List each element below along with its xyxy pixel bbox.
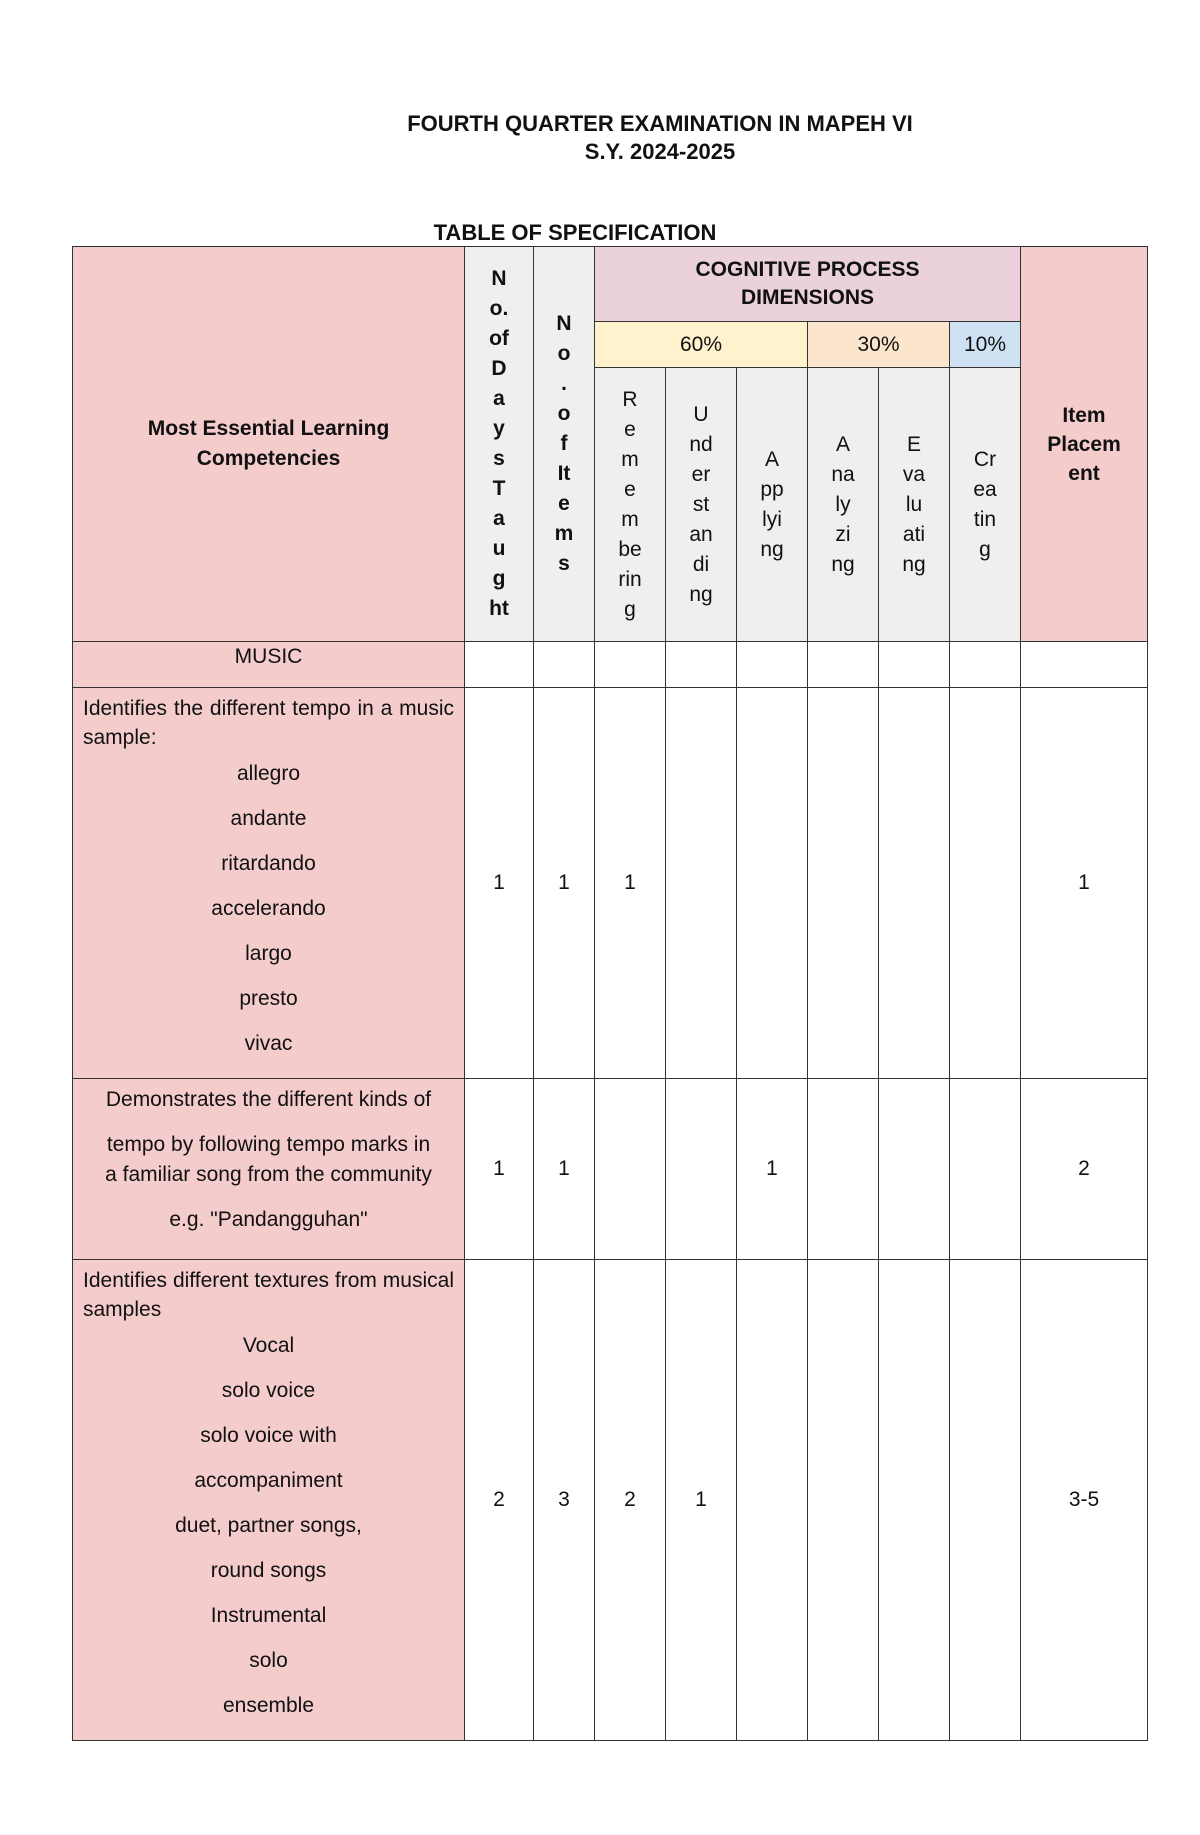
creating-cell	[950, 1079, 1021, 1260]
header-text-line: lyi	[762, 507, 782, 531]
understanding-cell: 1	[666, 1260, 737, 1741]
header-text-line: N	[556, 312, 572, 335]
header-text-line: y	[493, 417, 505, 440]
applying-cell	[737, 1260, 808, 1741]
analyzing-cell	[808, 1079, 879, 1260]
header-text-line: U	[693, 402, 709, 426]
creating-cell	[950, 1260, 1021, 1741]
list-item: round songs	[210, 1559, 327, 1582]
header-analyzing	[808, 368, 879, 642]
placement-cell: 2	[1021, 1079, 1148, 1260]
competency-cell	[73, 1079, 465, 1260]
header-text-line: lu	[905, 492, 923, 516]
items-cell: 1	[534, 688, 595, 1079]
header-text-line: ng	[760, 537, 784, 561]
remembering-cell: 1	[595, 688, 666, 1079]
header-text-line: pp	[760, 477, 784, 501]
section-music: MUSIC	[73, 642, 465, 688]
list-item: ensemble	[222, 1694, 315, 1717]
header-text-line: di	[692, 552, 710, 576]
header-creating	[950, 368, 1021, 642]
header-text-line: tin	[973, 507, 997, 531]
header-text-line: o	[557, 402, 571, 425]
header-text-line: m	[621, 507, 639, 531]
header-text-line: e	[624, 417, 636, 441]
header-text-line: o	[557, 342, 571, 365]
days-cell: 2	[465, 1260, 534, 1741]
header-text-line: ent	[1068, 461, 1100, 485]
list-item: presto	[239, 987, 298, 1010]
header-text-line: f	[560, 432, 568, 455]
table-row	[73, 1079, 1148, 1260]
understanding-cell	[666, 1079, 737, 1260]
header-text-line: g	[624, 597, 636, 621]
header-text-line: o.	[489, 297, 509, 320]
header-text-line: Item	[1062, 403, 1106, 427]
list-item: accompaniment	[194, 1469, 343, 1492]
header-item-placement	[1021, 247, 1148, 642]
header-text-line: N	[491, 267, 507, 290]
header-text-line: Placem	[1047, 432, 1121, 456]
header-competencies: Most Essential Learning Competencies	[73, 247, 465, 642]
header-text-line: A	[835, 432, 850, 456]
header-text-line: e	[558, 492, 570, 515]
list-item: Vocal	[242, 1334, 295, 1357]
header-text-line: ng	[902, 552, 926, 576]
header-text-line: R	[622, 387, 638, 411]
header-cognitive-dimensions: COGNITIVE PROCESS DIMENSIONS	[595, 247, 1021, 322]
competency-line: a familiar song from the community	[105, 1163, 432, 1186]
header-text-line: er	[691, 462, 711, 486]
header-applying	[737, 368, 808, 642]
applying-cell: 1	[737, 1079, 808, 1260]
list-item: andante	[230, 807, 307, 830]
header-text-line: s	[493, 447, 505, 470]
days-cell: 1	[465, 1079, 534, 1260]
competency-line: tempo by following tempo marks in	[106, 1133, 431, 1156]
list-item: solo voice with	[200, 1424, 337, 1447]
header-pct-30: 30%	[808, 322, 950, 368]
header-remembering	[595, 368, 666, 642]
header-text-line: an	[689, 522, 713, 546]
header-text-line: a	[493, 387, 505, 410]
header-understanding	[666, 368, 737, 642]
header-text-line: D	[491, 357, 507, 380]
list-item: vivac	[244, 1032, 293, 1055]
header-text-line: .	[561, 372, 567, 395]
header-days-taught	[465, 247, 534, 642]
items-cell: 1	[534, 1079, 595, 1260]
header-text-line: be	[618, 537, 642, 561]
header-text-line: va	[902, 462, 926, 486]
header-text-line: zi	[835, 522, 851, 546]
list-item: Instrumental	[210, 1604, 327, 1627]
header-text-line: na	[831, 462, 855, 486]
evaluating-cell	[879, 688, 950, 1079]
header-text-line: ati	[902, 522, 926, 546]
competency-cell	[73, 688, 465, 1079]
header-text-line: ht	[489, 597, 509, 620]
header-text-line: ng	[831, 552, 855, 576]
header-text-line: st	[692, 492, 710, 516]
remembering-cell: 2	[595, 1260, 666, 1741]
header-text-line: m	[621, 447, 639, 471]
list-item: solo	[249, 1649, 288, 1672]
list-item: solo voice	[221, 1379, 316, 1402]
competency-line: e.g. "Pandangguhan"	[169, 1208, 368, 1231]
evaluating-cell	[879, 1079, 950, 1260]
analyzing-cell	[808, 1260, 879, 1741]
placement-cell: 3-5	[1021, 1260, 1148, 1741]
competency-text: Identifies different textures from musical samples	[83, 1269, 454, 1321]
header-text-line: A	[764, 447, 779, 471]
understanding-cell	[666, 688, 737, 1079]
competency-line: Demonstrates the different kinds of	[105, 1088, 432, 1111]
header-text-line: T	[492, 477, 506, 500]
applying-cell	[737, 688, 808, 1079]
items-cell: 3	[534, 1260, 595, 1741]
header-text-line: Cr	[973, 447, 997, 471]
evaluating-cell	[879, 1260, 950, 1741]
exam-title: FOURTH QUARTER EXAMINATION IN MAPEH VI	[407, 111, 913, 136]
list-item: accelerando	[211, 897, 326, 920]
header-text-line: ly	[835, 492, 851, 516]
header-num-items	[534, 247, 595, 642]
competency-text: Identifies the different tempo in a music sample:	[83, 697, 454, 749]
days-cell: 1	[465, 688, 534, 1079]
header-pct-10: 10%	[950, 322, 1021, 368]
header-text-line: It	[557, 462, 571, 485]
header-text-line: of	[489, 327, 509, 350]
remembering-cell	[595, 1079, 666, 1260]
header-text-line: a	[493, 507, 505, 530]
header-text-line: s	[558, 552, 570, 575]
header-text-line: rin	[618, 567, 642, 591]
list-item: largo	[245, 942, 292, 965]
header-text-line: ea	[973, 477, 997, 501]
header-text-line: m	[554, 522, 574, 545]
list-item: ritardando	[221, 852, 316, 875]
school-year: S.Y. 2024-2025	[584, 139, 736, 164]
list-item: allegro	[236, 762, 301, 785]
list-item: duet, partner songs,	[175, 1514, 362, 1537]
table-row	[73, 688, 1148, 1079]
header-text-line: u	[492, 537, 506, 560]
placement-cell: 1	[1021, 688, 1148, 1079]
header-text-line: nd	[689, 432, 713, 456]
header-text-line: E	[906, 432, 921, 456]
header-text-line: e	[624, 477, 636, 501]
table-title: TABLE OF SPECIFICATION	[433, 220, 717, 245]
specification-table	[72, 246, 1148, 1741]
table-row	[73, 1260, 1148, 1741]
subitem-list	[83, 1323, 454, 1728]
analyzing-cell	[808, 688, 879, 1079]
header-text-line: g	[492, 567, 506, 590]
header-pct-60: 60%	[595, 322, 808, 368]
creating-cell	[950, 688, 1021, 1079]
header-text-line: g	[979, 537, 991, 561]
subitem-list	[83, 751, 454, 1066]
header-text-line: ng	[689, 582, 713, 606]
header-evaluating	[879, 368, 950, 642]
competency-cell	[73, 1260, 465, 1741]
